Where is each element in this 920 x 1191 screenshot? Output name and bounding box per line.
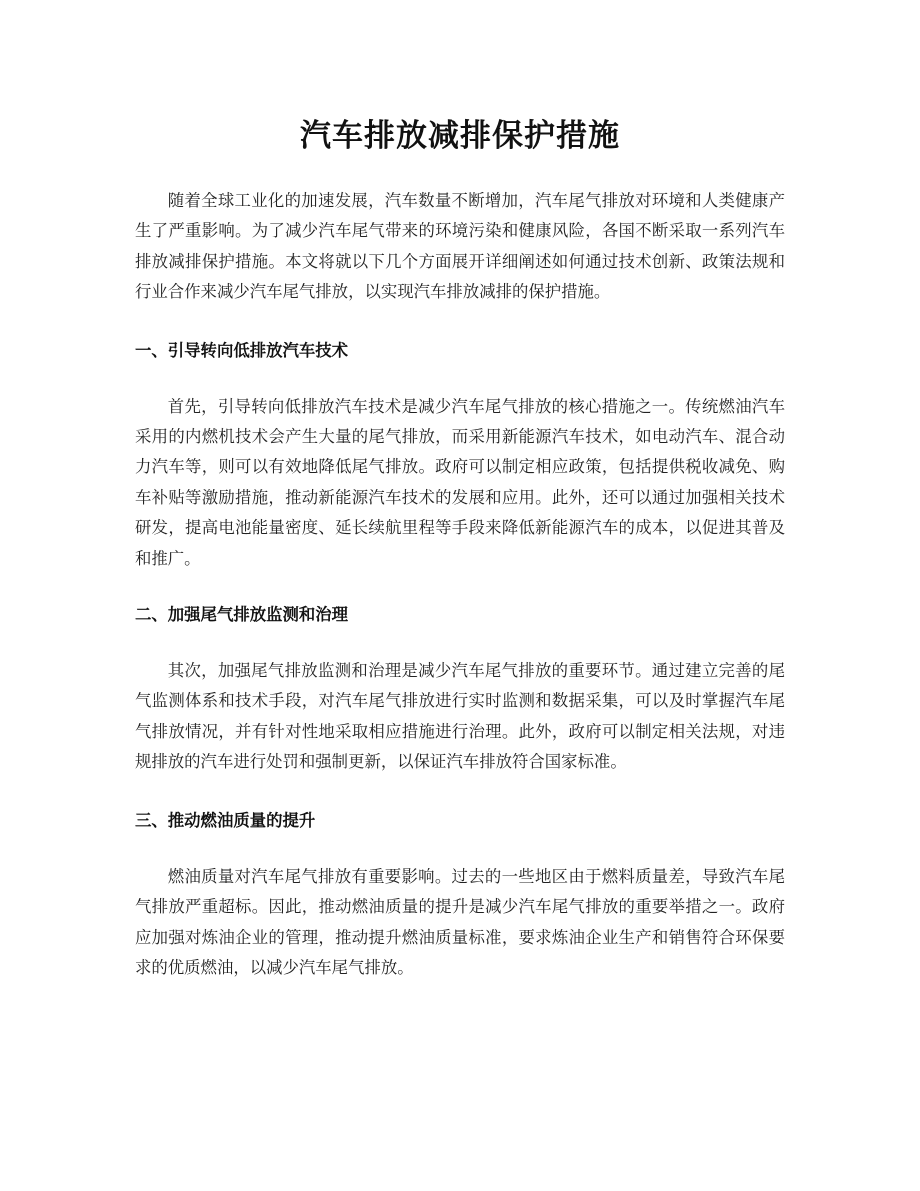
section-heading-2: 二、加强尾气排放监测和治理 — [135, 605, 349, 625]
section-heading-1: 一、引导转向低排放汽车技术 — [135, 340, 349, 360]
section-paragraph-1: 首先，引导转向低排放汽车技术是减少汽车尾气排放的核心措施之一。传统燃油汽车采用的内燃机技术会产生大量的尾气排放，而采用新能源汽车技术，如电动汽车、混合动力汽车等，则可以有效地降低尾气排放。政府可以制定相应政策，包括提供税收减免、购车补贴等激励措施，推动新能源汽车技术的发展和应用。此外，还可以通过加强相关技术研发，提高电池能量密度、延长续航里程等手段来降低新能源汽车的成本，以促进其普及和推广。 — [135, 396, 785, 568]
section-paragraph-2: 其次，加强尾气排放监测和治理是减少汽车尾气排放的重要环节。通过建立完善的尾气监测体系和技术手段，对汽车尾气排放进行实时监测和数据采集，可以及时掌握汽车尾气排放情况，并有针对性地采取相应措施进行治理。此外，政府可以制定相关法规，对违规排放的汽车进行处罚和强制更新，以保证汽车排放符合国家标准。 — [135, 661, 785, 772]
intro-paragraph: 随着全球工业化的加速发展，汽车数量不断增加，汽车尾气排放对环境和人类健康产生了严重影响。为了减少汽车尾气带来的环境污染和健康风险，各国不断采取一系列汽车排放减排保护措施。本文将就以下几个方面展开详细阐述如何通过技术创新、政策法规和行业合作来减少汽车尾气排放，以实现汽车排放减排的保护措施。 — [135, 191, 785, 302]
section-paragraph-3: 燃油质量对汽车尾气排放有重要影响。过去的一些地区由于燃料质量差，导致汽车尾气排放严重超标。因此，推动燃油质量的提升是减少汽车尾气排放的重要举措之一。政府应加强对炼油企业的管理，推动提升燃油质量标准，要求炼油企业生产和销售符合环保要求的优质燃油，以减少汽车尾气排放。 — [135, 866, 785, 977]
section-heading-3: 三、推动燃油质量的提升 — [135, 810, 316, 830]
document-title: 汽车排放减排保护措施 — [300, 118, 620, 154]
